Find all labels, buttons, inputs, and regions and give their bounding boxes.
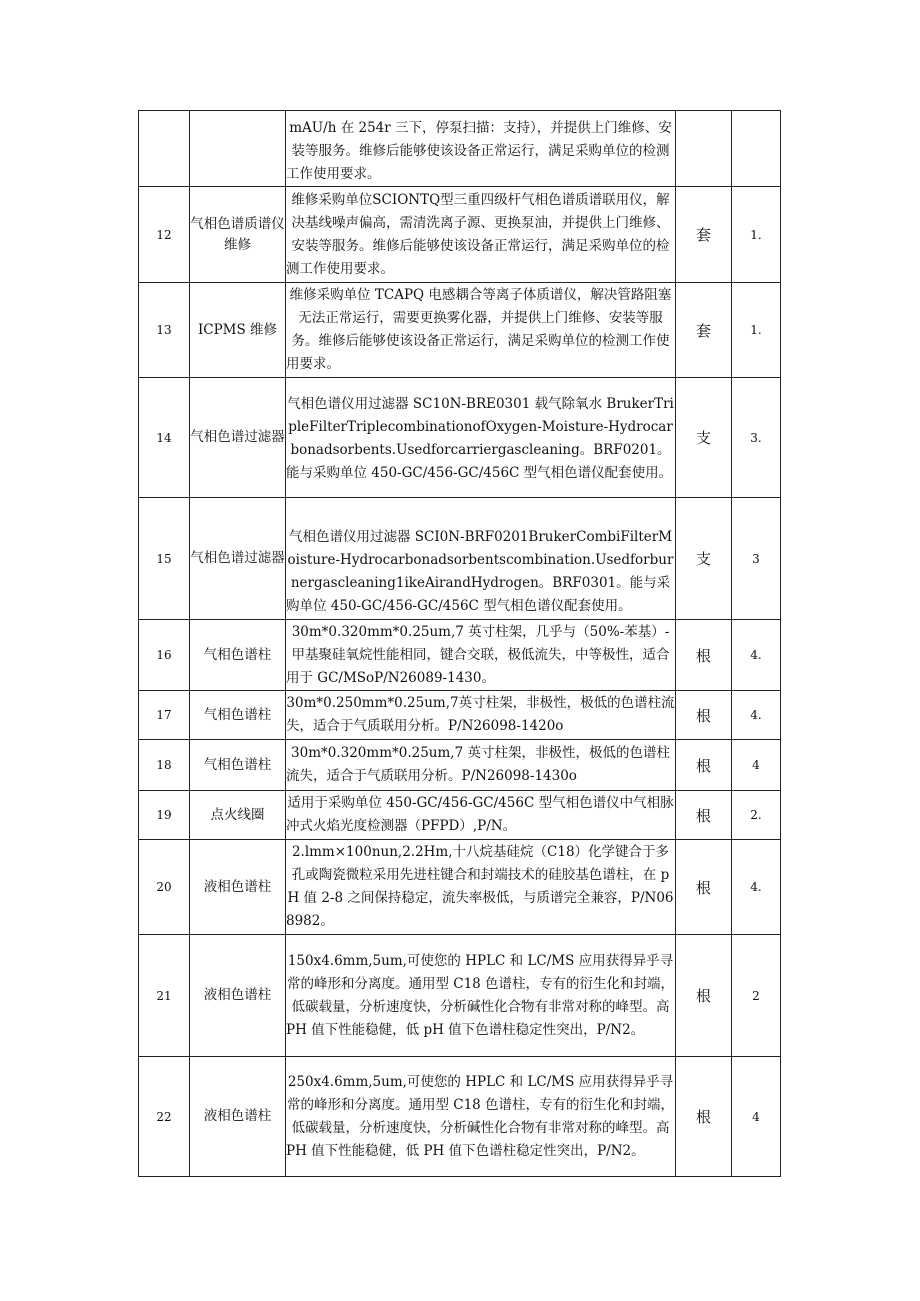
item-quantity: 3. — [732, 378, 781, 498]
item-unit: 支 — [676, 498, 732, 620]
row-number: 16 — [139, 620, 190, 691]
item-quantity: 2. — [732, 791, 781, 840]
item-description: 30m*0.250mm*0.25um,7英寸柱架，非极性，极低的色谱柱流失，适合于气质联用分析。P/N26098-1420o — [286, 691, 676, 740]
table-row — [139, 378, 781, 498]
item-unit: 套 — [676, 187, 732, 283]
row-number: 19 — [139, 791, 190, 840]
row-number: 22 — [139, 1057, 190, 1177]
item-unit: 根 — [676, 740, 732, 791]
item-description: 适用于采购单位 450-GC/456-GC/456C 型气相色谱仪中气相脉冲式火焰光度检测器（PFPD）,P/N。 — [286, 791, 676, 840]
item-quantity: 4 — [732, 1057, 781, 1177]
table-row — [139, 740, 781, 791]
item-unit: 根 — [676, 935, 732, 1057]
item-description: 2.lmm×100nun,2.2Hm,十八烷基硅烷（C18）化学键合于多孔或陶瓷微粒采用先进柱键合和封端技术的硅胶基色谱柱，在 pH 值 2-8 之间保持稳定，流失率极低，与质谱完全兼容，P/N068982。 — [286, 840, 676, 935]
item-description: 气相色谱仪用过滤器 SCI0N-BRF0201BrukerCombiFilterMoisture-Hydrocarbonadsorbentscombination.Usedforburnergascleaning1ikeAirandHydrogen。BRF0301。能与采购单位 450-GC/456-GC/456C 型气相色谱仪配套使用。 — [286, 498, 676, 620]
item-quantity: 4 — [732, 740, 781, 791]
item-unit: 根 — [676, 791, 732, 840]
item-description: 气相色谱仪用过滤器 SC10N-BRE0301 载气除氧水 BrukerTripleFilterTriplecombinationofOxygen-Moisture-Hydrocarbonadsorbents.Usedforcarriergascleaning。BRF0201。能与采购单位 450-GC/456-GC/456C 型气相色谱仪配套使用。 — [286, 378, 676, 498]
table-row — [139, 935, 781, 1057]
row-number: 21 — [139, 935, 190, 1057]
item-unit: 根 — [676, 1057, 732, 1177]
item-quantity: 4. — [732, 691, 781, 740]
item-description: 30m*0.320mm*0.25um,7 英寸柱架，非极性，极低的色谱柱流失，适合于气质联用分析。P/N26098-1430o — [286, 740, 676, 791]
item-quantity: 1. — [732, 283, 781, 378]
item-name: ICPMS 维修 — [190, 283, 286, 378]
item-quantity: 1. — [732, 187, 781, 283]
item-description: 维修采购单位SCIONTQ型三重四级杆气相色谱质谱联用仪，解决基线噪声偏高，需清洗离子源、更换泵油，并提供上门维修、安装等服务。维修后能够使该设备正常运行，满足采购单位的检测工作使用要求。 — [286, 187, 676, 283]
item-description: 150x4.6mm,5um,可使您的 HPLC 和 LC/MS 应用获得异乎寻常的峰形和分离度。通用型 C18 色谱柱，专有的衍生化和封端，低碳载量，分析速度快，分析碱性化合物有非常对称的峰型。高 PH 值下性能稳健，低 pH 值下色谱柱稳定性突出，P/N2。 — [286, 935, 676, 1057]
item-unit — [676, 111, 732, 187]
item-quantity: 2 — [732, 935, 781, 1057]
item-unit: 根 — [676, 620, 732, 691]
row-number: 20 — [139, 840, 190, 935]
item-name — [190, 111, 286, 187]
item-name: 点火线圈 — [190, 791, 286, 840]
item-description: 30m*0.320mm*0.25um,7 英寸柱架，几乎与（50%-苯基）-甲基聚硅氧烷性能相同，键合交联，极低流失，中等极性，适合用于 GC/MSoP/N26089-1430。 — [286, 620, 676, 691]
item-name: 气相色谱过滤器 — [190, 498, 286, 620]
item-quantity: 3 — [732, 498, 781, 620]
item-name: 气相色谱柱 — [190, 740, 286, 791]
item-name: 气相色谱柱 — [190, 691, 286, 740]
row-number: 17 — [139, 691, 190, 740]
item-unit: 套 — [676, 283, 732, 378]
item-unit: 根 — [676, 691, 732, 740]
item-name: 液相色谱柱 — [190, 1057, 286, 1177]
table-row — [139, 187, 781, 283]
table-row — [139, 791, 781, 840]
table-row — [139, 620, 781, 691]
table-row — [139, 498, 781, 620]
table-row — [139, 840, 781, 935]
row-number: 15 — [139, 498, 190, 620]
row-number: 12 — [139, 187, 190, 283]
item-quantity — [732, 111, 781, 187]
item-name: 气相色谱柱 — [190, 620, 286, 691]
item-description: 维修采购单位 TCAPQ 电感耦合等离子体质谱仪，解决管路阻塞无法正常运行，需要更换雾化器，并提供上门维修、安装等服务。维修后能够使该设备正常运行，满足采购单位的检测工作使用要求。 — [286, 283, 676, 378]
item-quantity: 4. — [732, 840, 781, 935]
item-name: 气相色谱过滤器 — [190, 378, 286, 498]
table-row — [139, 111, 781, 187]
table-row — [139, 283, 781, 378]
item-unit: 支 — [676, 378, 732, 498]
row-number: 14 — [139, 378, 190, 498]
item-description: mAU/h 在 254r 三下，停泵扫描：支持），并提供上门维修、安装等服务。维修后能够使该设备正常运行，满足采购单位的检测工作使用要求。 — [286, 111, 676, 187]
row-number — [139, 111, 190, 187]
item-quantity: 4. — [732, 620, 781, 691]
item-name: 液相色谱柱 — [190, 935, 286, 1057]
row-number: 18 — [139, 740, 190, 791]
procurement-spec-table — [138, 110, 781, 1177]
row-number: 13 — [139, 283, 190, 378]
item-description: 250x4.6mm,5um,可使您的 HPLC 和 LC/MS 应用获得异乎寻常的峰形和分离度。通用型 C18 色谱柱，专有的衍生化和封端，低碳载量，分析速度快，分析碱性化合物有非常对称的峰型。高 PH 值下性能稳健，低 PH 值下色谱柱稳定性突出，P/N2。 — [286, 1057, 676, 1177]
table-row — [139, 1057, 781, 1177]
item-name: 液相色谱柱 — [190, 840, 286, 935]
table-row — [139, 691, 781, 740]
item-unit: 根 — [676, 840, 732, 935]
item-name: 气相色谱质谱仪维修 — [190, 187, 286, 283]
